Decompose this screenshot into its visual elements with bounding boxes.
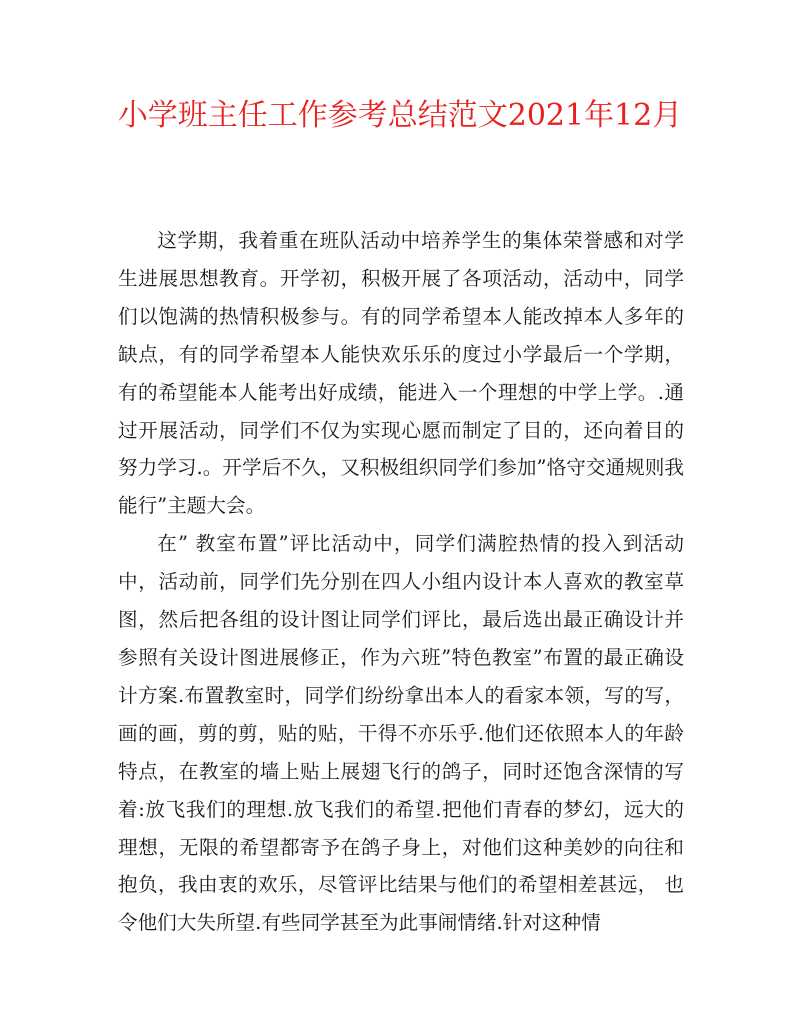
paragraph-1: 这学期，我着重在班队活动中培养学生的集体荣誉感和对学生进展思想教育。开学初，积极开展了各项活动，活动中，同学们以饱满的热情积极参与。有的同学希望本人能改掉本人多年的缺点，有的同学希望本人能快欢乐乐的度过小学最后一个学期，有的希望能本人能考出好成绩，能进入一个理想的中学上学。.通过开展活动，同学们不仅为实现心愿而制定了目的，还向着目的努力学习.。开学后不久，又积极组织同学们参加”恪守交通规则我能行”主题大会。	[118, 229, 684, 518]
document-body	[118, 222, 684, 942]
document-title: 小学班主任工作参考总结范文2021年12月	[117, 98, 683, 133]
paragraph-2: 在” 教室布置”评比活动中，同学们满腔热情的投入到活动中，活动前，同学们先分别在四人小组内设计本人喜欢的教室草图，然后把各组的设计图让同学们评比，最后选出最正确设计并参照有关设计图进展修正，作为六班”特色教室”布置的最正确设计方案.布置教室时，同学们纷纷拿出本人的看家本领，写的写，画的画，剪的剪，贴的贴，干得不亦乐乎.他们还依照本人的年龄特点，在教室的墙上贴上展翅飞行的鸽子，同时还饱含深情的写着:放飞我们的理想.放飞我们的希望.把他们青春的梦幻，远大的理想，无限的希望都寄予在鸽子身上，对他们这种美妙的向往和抱负，我由衷的欢乐，尽管评比结果与他们的希望相差甚远， 也令他们大失所望.有些同学甚至为此事闹情绪.针对这种情	[118, 532, 684, 935]
